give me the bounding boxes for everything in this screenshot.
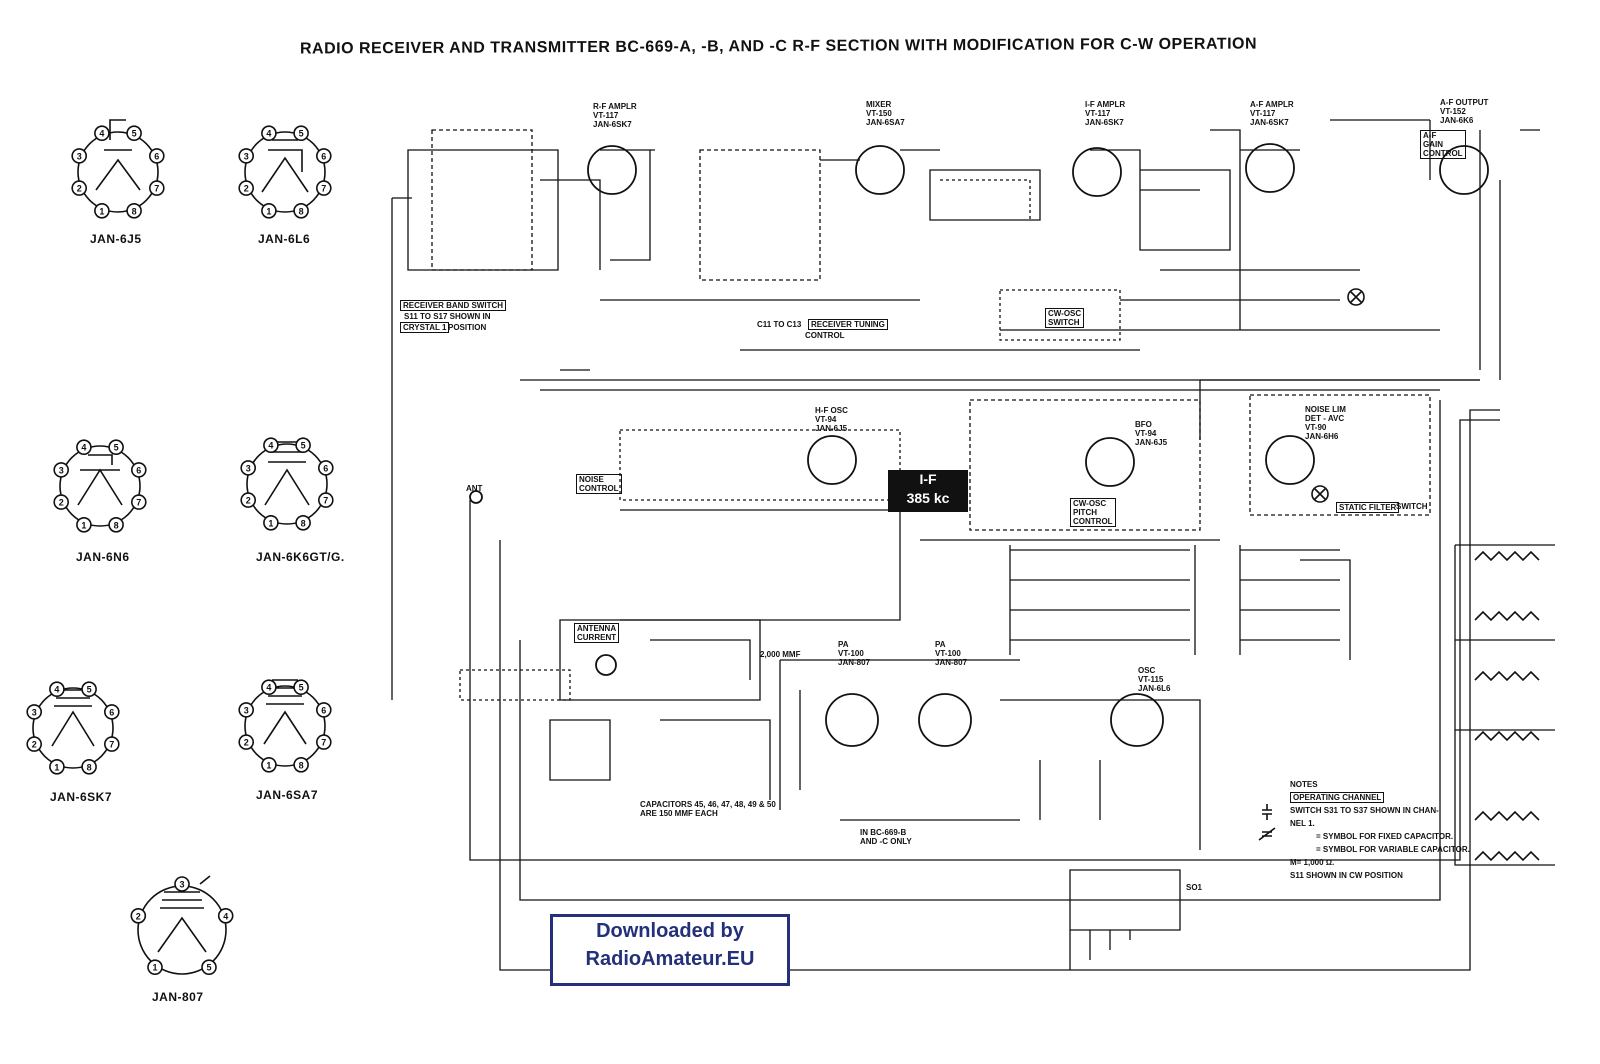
label-ant: ANT — [466, 484, 483, 493]
socket-pin-number: 5 — [300, 440, 306, 451]
label-cap-2000: 2,000 MMF — [760, 650, 801, 659]
heater-strings — [1475, 552, 1539, 860]
socket-pin-number: 3 — [243, 151, 249, 162]
stage-af-output: A-F OUTPUT VT-152 JAN-6K6 — [1440, 98, 1489, 125]
socket-pin-number: 3 — [243, 705, 249, 716]
socket-pin-number: 8 — [298, 760, 304, 771]
socket-pin-number: 2 — [243, 737, 249, 748]
socket-pin-number: 3 — [31, 707, 37, 718]
socket-pin-number: 5 — [298, 682, 304, 693]
label-socket-so: SO1 — [1186, 883, 1203, 892]
socket-label-807: JAN-807 — [152, 990, 204, 1004]
socket-pin-number: 4 — [99, 128, 105, 139]
label-cw-osc-switch: CW-OSC SWITCH — [1045, 308, 1084, 328]
socket-label-6n6: JAN-6N6 — [76, 550, 130, 564]
socket-pin-number: 5 — [113, 442, 119, 453]
notes-switch-2: NEL 1. — [1290, 819, 1315, 828]
socket-pin-number: 8 — [298, 206, 304, 217]
socket-pin-number: 3 — [76, 151, 82, 162]
notes-symbols — [1259, 804, 1275, 840]
label-bc-only: IN BC-669-B AND -C ONLY — [860, 828, 912, 846]
download-line-2: RadioAmateur.EU — [585, 948, 755, 970]
socket-pin-number: 1 — [99, 206, 105, 217]
socket-6k6-diagram — [247, 442, 327, 524]
socket-pin-number: 6 — [136, 465, 142, 476]
socket-pin-number: 4 — [54, 684, 60, 695]
socket-pin-number: 8 — [86, 762, 92, 773]
socket-pin-number: 4 — [266, 128, 272, 139]
socket-pin-number: 7 — [109, 739, 115, 750]
label-static-switch: SWITCH — [1396, 502, 1428, 511]
socket-label-6j5: JAN-6J5 — [90, 232, 142, 246]
socket-6sk7-diagram — [33, 688, 113, 768]
socket-pin-number: 3 — [58, 465, 64, 476]
if-frequency-box — [888, 470, 968, 512]
socket-pin-number: 1 — [268, 518, 274, 529]
stage-af-ampl: A-F AMPLR VT-117 JAN-6SK7 — [1250, 100, 1294, 127]
socket-label-6l6: JAN-6L6 — [258, 232, 311, 246]
socket-pin-number: 1 — [152, 962, 158, 973]
label-tuning-control: CONTROL — [805, 331, 845, 340]
notes-variable-cap: = SYMBOL FOR VARIABLE CAPACITOR. — [1316, 845, 1470, 854]
socket-pin-number: 8 — [131, 206, 137, 217]
socket-pin-number: 7 — [321, 737, 327, 748]
socket-pin-number: 7 — [154, 183, 160, 194]
socket-pin-number: 8 — [113, 520, 119, 531]
socket-label-6sa7: JAN-6SA7 — [256, 788, 319, 802]
socket-pin-number: 8 — [300, 518, 306, 529]
stage-rf-ampl: R-F AMPLR VT-117 JAN-6SK7 — [593, 102, 637, 129]
socket-pin-number: 1 — [81, 520, 87, 531]
label-af-gain: A-F GAIN CONTROL — [1420, 130, 1466, 159]
label-cw-osc-pitch: CW-OSC PITCH CONTROL — [1070, 498, 1116, 527]
notes-switch-1: SWITCH S31 TO S37 SHOWN IN CHAN- — [1290, 806, 1439, 815]
socket-pin-number: 5 — [206, 962, 212, 973]
label-crystal-position: CRYSTAL 1 — [400, 322, 449, 333]
socket-pin-number: 4 — [268, 440, 274, 451]
label-capacitors-note: CAPACITORS 45, 46, 47, 48, 49 & 50 ARE 150 MMF EACH — [640, 800, 776, 818]
label-static-filter: STATIC FILTER — [1336, 502, 1399, 513]
socket-pin-number: 2 — [243, 183, 249, 194]
socket-6j5-diagram — [78, 120, 158, 212]
label-antenna-current: ANTENNA CURRENT — [574, 623, 619, 643]
label-band-switch-note: S11 TO S17 SHOWN IN — [404, 312, 491, 321]
socket-label-6sk7: JAN-6SK7 — [50, 790, 113, 804]
socket-pin-number: 6 — [154, 151, 160, 162]
download-line-1: Downloaded by — [596, 920, 744, 942]
notes-s1: S11 SHOWN IN CW POSITION — [1290, 871, 1403, 880]
download-credit-box — [550, 914, 790, 986]
socket-pin-number: 6 — [109, 707, 115, 718]
socket-pin-number: 5 — [298, 128, 304, 139]
notes-operating-channel: OPERATING CHANNEL — [1290, 792, 1384, 803]
notes-m: M= 1,000 Ω. — [1290, 858, 1335, 867]
socket-6sa7-diagram — [245, 680, 325, 766]
stage-osc: OSC VT-115 JAN-6L6 — [1138, 666, 1171, 693]
socket-pin-number: 3 — [245, 463, 251, 474]
label-noise-control: NOISE CONTROL — [576, 474, 622, 494]
socket-label-6k6: JAN-6K6GT/G. — [256, 550, 345, 564]
label-receiver-tuning: RECEIVER TUNING — [808, 319, 888, 330]
notes-block — [1290, 778, 1470, 882]
socket-pin-number: 4 — [266, 682, 272, 693]
stage-mixer: MIXER VT-150 JAN-6SA7 — [866, 100, 905, 127]
socket-pin-number: 5 — [86, 684, 92, 695]
socket-pin-number: 7 — [323, 495, 329, 506]
socket-pin-number: 1 — [266, 760, 272, 771]
socket-pin-number: 4 — [81, 442, 87, 453]
socket-pin-number: 6 — [323, 463, 329, 474]
label-receiver-band-switch: RECEIVER BAND SWITCH — [400, 300, 506, 311]
label-tuning-range: C11 TO C13 — [757, 320, 802, 329]
if-frequency: 385 kc — [906, 490, 950, 506]
socket-pin-number: 4 — [223, 911, 229, 922]
socket-pin-number: 6 — [321, 151, 327, 162]
schematic-title: RADIO RECEIVER AND TRANSMITTER BC-669-A, -B, AND -C R-F SECTION WITH MODIFICATION FOR C-W OPERATION — [300, 35, 1258, 58]
socket-6l6-diagram — [245, 132, 325, 212]
socket-pin-number: 6 — [321, 705, 327, 716]
socket-pin-number: 2 — [31, 739, 37, 750]
socket-pin-number: 5 — [131, 128, 137, 139]
socket-pin-number: 2 — [245, 495, 251, 506]
stage-pa-1: PA VT-100 JAN-807 — [838, 640, 871, 667]
notes-heading: NOTES — [1290, 780, 1318, 789]
stage-noise-lim: NOISE LIM DET - AVC VT-90 JAN-6H6 — [1305, 405, 1346, 441]
socket-pin-number: 2 — [135, 911, 141, 922]
tube-envelopes — [470, 144, 1488, 746]
socket-pin-number: 7 — [321, 183, 327, 194]
notes-fixed-cap: = SYMBOL FOR FIXED CAPACITOR. — [1316, 832, 1454, 841]
socket-pin-number: 1 — [266, 206, 272, 217]
socket-6n6-diagram — [60, 446, 140, 526]
label-position: POSITION — [448, 323, 487, 332]
stage-bfo: BFO VT-94 JAN-6J5 — [1135, 420, 1168, 447]
stage-pa-2: PA VT-100 JAN-807 — [935, 640, 968, 667]
stage-if-ampl: I-F AMPLR VT-117 JAN-6SK7 — [1085, 100, 1126, 127]
socket-pin-number: 1 — [54, 762, 60, 773]
stage-hf-osc: H-F OSC VT-94 JAN-6J5 — [815, 406, 848, 433]
socket-pin-number: 7 — [136, 497, 142, 508]
socket-pin-number: 2 — [58, 497, 64, 508]
socket-pin-number: 2 — [76, 183, 82, 194]
if-label: I-F — [919, 471, 937, 487]
socket-pin-number: 3 — [179, 879, 185, 890]
